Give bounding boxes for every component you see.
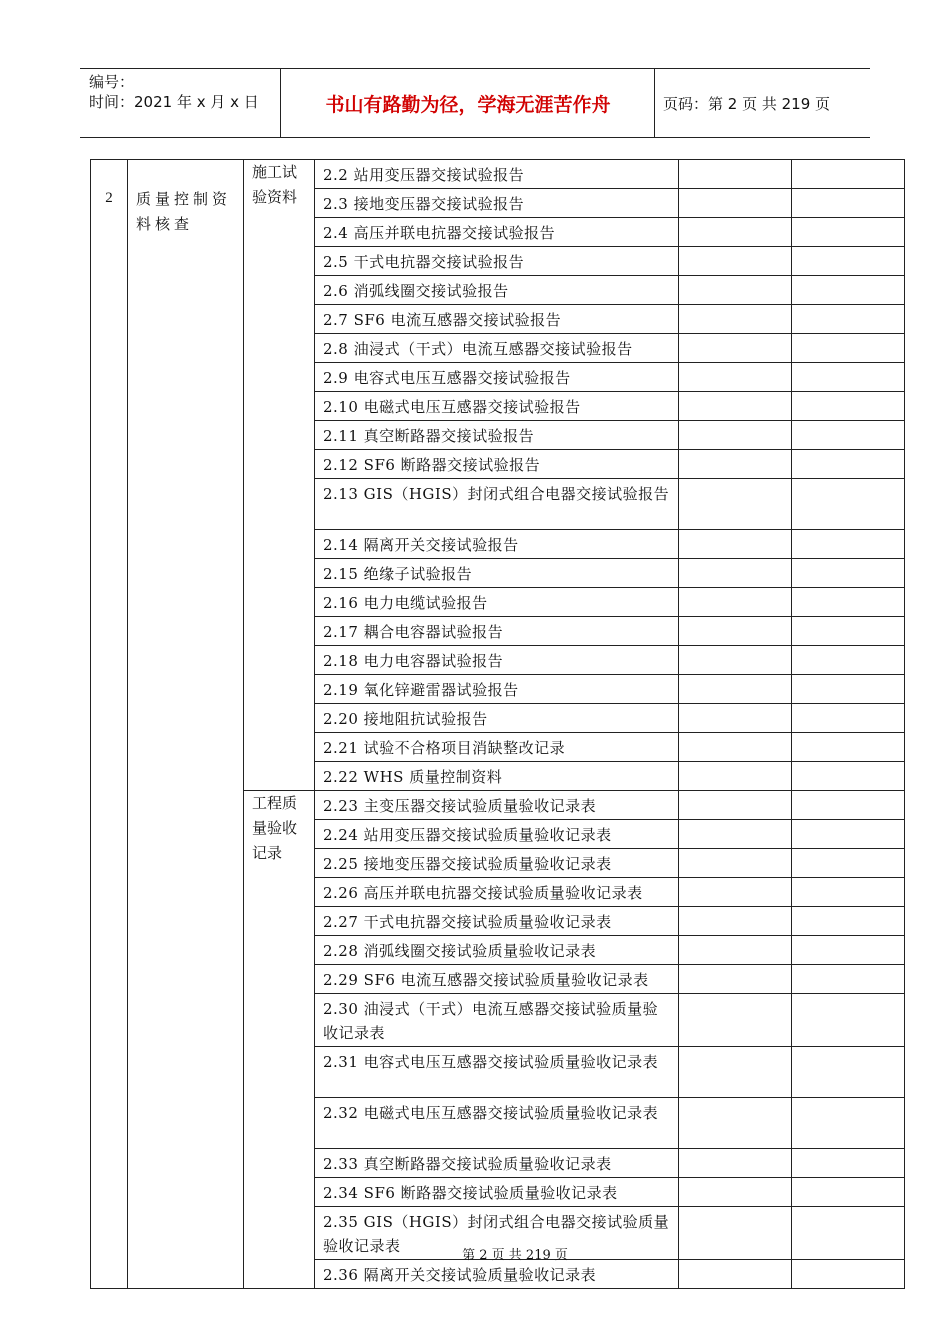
- item-cell: 2.5 干式电抗器交接试验报告: [315, 247, 679, 276]
- blank-cell: [679, 189, 792, 218]
- document-number-label: 编号：: [89, 73, 135, 91]
- blank-cell: [792, 363, 905, 392]
- item-cell: 2.16 电力电缆试验报告: [315, 588, 679, 617]
- blank-cell: [792, 305, 905, 334]
- blank-cell: [792, 247, 905, 276]
- item-cell: 2.8 油浸式（干式）电流互感器交接试验报告: [315, 334, 679, 363]
- blank-cell: [679, 218, 792, 247]
- blank-cell: [679, 160, 792, 189]
- inspection-table: [90, 159, 905, 1289]
- item-cell: 2.12 SF6 断路器交接试验报告: [315, 450, 679, 479]
- item-cell: 2.13 GIS（HGIS）封闭式组合电器交接试验报告: [315, 479, 679, 530]
- blank-cell: [792, 646, 905, 675]
- blank-cell: [792, 334, 905, 363]
- blank-cell: [792, 820, 905, 849]
- blank-cell: [679, 559, 792, 588]
- blank-cell: [792, 1098, 905, 1149]
- header-page-number: 页码：第 2 页 共 219 页: [663, 94, 831, 113]
- blank-cell: [679, 965, 792, 994]
- blank-cell: [792, 965, 905, 994]
- blank-cell: [792, 704, 905, 733]
- blank-cell: [792, 733, 905, 762]
- blank-cell: [679, 675, 792, 704]
- blank-cell: [679, 646, 792, 675]
- blank-cell: [679, 1098, 792, 1149]
- blank-cell: [792, 791, 905, 820]
- blank-cell: [679, 762, 792, 791]
- item-cell: 2.2 站用变压器交接试验报告: [315, 160, 679, 189]
- blank-cell: [679, 878, 792, 907]
- blank-cell: [792, 907, 905, 936]
- item-cell: 2.17 耦合电容器试验报告: [315, 617, 679, 646]
- blank-cell: [679, 1260, 792, 1289]
- blank-cell: [792, 936, 905, 965]
- item-cell: 2.32 电磁式电压互感器交接试验质量验收记录表: [315, 1098, 679, 1149]
- blank-cell: [679, 334, 792, 363]
- blank-cell: [792, 588, 905, 617]
- blank-cell: [679, 479, 792, 530]
- item-cell: 2.7 SF6 电流互感器交接试验报告: [315, 305, 679, 334]
- item-cell: 2.26 高压并联电抗器交接试验质量验收记录表: [315, 878, 679, 907]
- blank-cell: [792, 218, 905, 247]
- document-date: 时间：2021 年 x 月 x 日: [89, 93, 259, 111]
- item-cell: 2.33 真空断路器交接试验质量验收记录表: [315, 1149, 679, 1178]
- blank-cell: [679, 936, 792, 965]
- blank-cell: [792, 1047, 905, 1098]
- blank-cell: [679, 1047, 792, 1098]
- group-title-construction-tests: 施工试验资料: [244, 160, 315, 791]
- item-cell: 2.10 电磁式电压互感器交接试验报告: [315, 392, 679, 421]
- item-cell: 2.22 WHS 质量控制资料: [315, 762, 679, 791]
- blank-cell: [792, 160, 905, 189]
- blank-cell: [679, 421, 792, 450]
- item-cell: 2.24 站用变压器交接试验质量验收记录表: [315, 820, 679, 849]
- blank-cell: [679, 1149, 792, 1178]
- blank-cell: [679, 733, 792, 762]
- blank-cell: [792, 849, 905, 878]
- header-meta: [80, 69, 281, 137]
- blank-cell: [679, 849, 792, 878]
- blank-cell: [792, 559, 905, 588]
- item-cell: 2.35 GIS（HGIS）封闭式组合电器交接试验质量验收记录表: [315, 1207, 679, 1260]
- item-cell: 2.31 电容式电压互感器交接试验质量验收记录表: [315, 1047, 679, 1098]
- item-cell: 2.4 高压并联电抗器交接试验报告: [315, 218, 679, 247]
- blank-cell: [679, 363, 792, 392]
- item-cell: 2.9 电容式电压互感器交接试验报告: [315, 363, 679, 392]
- item-cell: 2.20 接地阻抗试验报告: [315, 704, 679, 733]
- blank-cell: [792, 617, 905, 646]
- blank-cell: [792, 1260, 905, 1289]
- blank-cell: [679, 392, 792, 421]
- blank-cell: [679, 588, 792, 617]
- item-cell: 2.15 绝缘子试验报告: [315, 559, 679, 588]
- blank-cell: [679, 704, 792, 733]
- blank-cell: [792, 675, 905, 704]
- blank-cell: [679, 617, 792, 646]
- blank-cell: [792, 276, 905, 305]
- blank-cell: [679, 530, 792, 559]
- item-cell: 2.23 主变压器交接试验质量验收记录表: [315, 791, 679, 820]
- item-cell: 2.3 接地变压器交接试验报告: [315, 189, 679, 218]
- row-number: 2: [91, 160, 128, 1289]
- blank-cell: [792, 421, 905, 450]
- blank-cell: [679, 450, 792, 479]
- item-cell: 2.19 氧化锌避雷器试验报告: [315, 675, 679, 704]
- blank-cell: [792, 994, 905, 1047]
- blank-cell: [792, 1149, 905, 1178]
- item-cell: 2.25 接地变压器交接试验质量验收记录表: [315, 849, 679, 878]
- item-cell: 2.11 真空断路器交接试验报告: [315, 421, 679, 450]
- blank-cell: [792, 392, 905, 421]
- blank-cell: [792, 189, 905, 218]
- group-title-acceptance-records: 工程质量验收记录: [244, 791, 315, 1289]
- item-cell: 2.14 隔离开关交接试验报告: [315, 530, 679, 559]
- page-footer: 第 2 页 共 219 页: [462, 1248, 568, 1263]
- blank-cell: [792, 479, 905, 530]
- header-motto: 书山有路勤为径，学海无涯苦作舟: [282, 69, 655, 137]
- item-cell: 2.28 消弧线圈交接试验质量验收记录表: [315, 936, 679, 965]
- item-cell: 2.18 电力电容器试验报告: [315, 646, 679, 675]
- blank-cell: [792, 450, 905, 479]
- blank-cell: [792, 1178, 905, 1207]
- blank-cell: [792, 878, 905, 907]
- blank-cell: [792, 762, 905, 791]
- table-row: [91, 160, 905, 189]
- blank-cell: [679, 791, 792, 820]
- item-cell: 2.30 油浸式（干式）电流互感器交接试验质量验收记录表: [315, 994, 679, 1047]
- item-cell: 2.34 SF6 断路器交接试验质量验收记录表: [315, 1178, 679, 1207]
- item-cell: 2.21 试验不合格项目消缺整改记录: [315, 733, 679, 762]
- blank-cell: [679, 994, 792, 1047]
- blank-cell: [679, 276, 792, 305]
- blank-cell: [792, 530, 905, 559]
- blank-cell: [679, 247, 792, 276]
- item-cell: 2.29 SF6 电流互感器交接试验质量验收记录表: [315, 965, 679, 994]
- page-header: [80, 68, 870, 138]
- blank-cell: [679, 1178, 792, 1207]
- item-cell: 2.6 消弧线圈交接试验报告: [315, 276, 679, 305]
- category-cell: 质量控制资料核查: [128, 160, 244, 1289]
- blank-cell: [679, 820, 792, 849]
- blank-cell: [679, 305, 792, 334]
- item-cell: 2.36 隔离开关交接试验质量验收记录表: [315, 1260, 679, 1289]
- blank-cell: [679, 907, 792, 936]
- item-cell: 2.27 干式电抗器交接试验质量验收记录表: [315, 907, 679, 936]
